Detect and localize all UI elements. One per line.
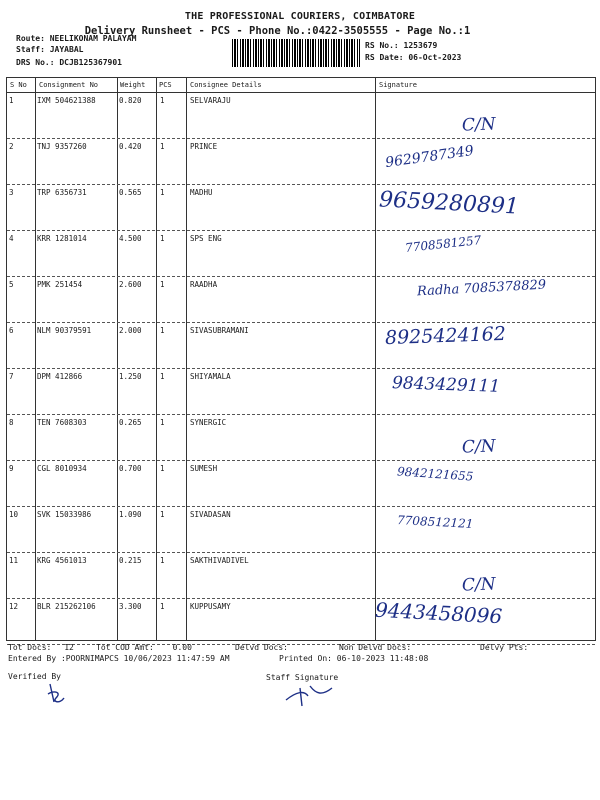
row-pcs: 1 xyxy=(160,556,165,565)
col-sno: S No xyxy=(10,81,27,89)
col-pcs: PCS xyxy=(159,81,172,89)
table-row xyxy=(7,553,595,599)
row-pcs: 1 xyxy=(160,96,165,105)
col-signature: Signature xyxy=(379,81,417,89)
row-pcs: 1 xyxy=(160,280,165,289)
row-weight: 0.700 xyxy=(119,464,142,473)
row-pcs: 1 xyxy=(160,372,165,381)
table-row xyxy=(7,277,595,323)
row-consignee: SYNERGIC xyxy=(190,418,227,427)
rs-no-field xyxy=(365,41,437,50)
row-sno: 4 xyxy=(9,234,14,243)
verified-by-signature xyxy=(42,680,72,708)
row-consignee: SIVADASAN xyxy=(190,510,231,519)
row-weight: 0.820 xyxy=(119,96,142,105)
row-consignment-no: SVK 15033986 xyxy=(37,510,92,519)
row-pcs: 1 xyxy=(160,326,165,335)
row-sno: 3 xyxy=(9,188,14,197)
col-weight: Weight xyxy=(120,81,146,89)
table-row xyxy=(7,323,595,369)
row-consignment-no: TEN 7608303 xyxy=(37,418,87,427)
row-consignment-no: PMK 251454 xyxy=(37,280,83,289)
row-sno: 9 xyxy=(9,464,14,473)
row-sno: 5 xyxy=(9,280,14,289)
row-signature: C/N xyxy=(461,436,496,458)
row-consignment-no: NLM 90379591 xyxy=(37,326,92,335)
table-row xyxy=(7,93,595,139)
table-row xyxy=(7,599,595,645)
row-weight: 4.500 xyxy=(119,234,142,243)
route-label: Route: xyxy=(16,34,45,43)
staff-signature-mark xyxy=(282,680,342,708)
rs-date-label: RS Date: xyxy=(365,53,404,62)
footer-cod xyxy=(96,643,192,652)
footer-non-delvd: Non Delvd Docs: xyxy=(339,643,412,652)
row-weight: 1.250 xyxy=(119,372,142,381)
row-signature: 7708512121 xyxy=(396,513,474,531)
row-weight: 0.265 xyxy=(119,418,142,427)
row-consignee: SHIYAMALA xyxy=(190,372,231,381)
row-signature: Radha 7085378829 xyxy=(416,277,547,300)
row-consignee: PRINCE xyxy=(190,142,218,151)
tot-cod-value: 0.00 xyxy=(172,643,192,652)
rs-date-field xyxy=(365,53,461,62)
runsheet-subtitle: Delivery Runsheet - PCS - Phone No.:0422-3505555 - Page No.:1 xyxy=(84,25,471,37)
row-pcs: 1 xyxy=(160,188,165,197)
row-pcs: 1 xyxy=(160,602,165,611)
row-consignment-no: BLR 215262106 xyxy=(37,602,96,611)
row-signature: 8925424162 xyxy=(384,322,507,350)
drs-field xyxy=(16,58,122,67)
staff-signature-label: Staff Signature xyxy=(266,673,339,682)
footer-totals xyxy=(8,643,74,652)
tot-cod-label: Tot COD Amt: xyxy=(96,643,154,652)
row-consignee: RAADHA xyxy=(190,280,218,289)
row-weight: 2.000 xyxy=(119,326,142,335)
rs-no-value: 1253679 xyxy=(403,41,438,50)
row-consignment-no: TNJ 9357260 xyxy=(37,142,87,151)
footer-delvy-pts: Delvy Pts: xyxy=(480,643,529,652)
row-consignee: SELVARAJU xyxy=(190,96,231,105)
row-sno: 6 xyxy=(9,326,14,335)
runsheet-table xyxy=(6,77,596,641)
row-pcs: 1 xyxy=(160,464,165,473)
row-weight: 0.565 xyxy=(119,188,142,197)
row-signature: 9443458096 xyxy=(374,597,503,629)
row-consignment-no: DPM 412866 xyxy=(37,372,83,381)
row-signature: 9843429111 xyxy=(391,373,501,397)
row-consignment-no: IXM 504621388 xyxy=(37,96,96,105)
verified-by-label: Verified By xyxy=(8,672,61,681)
row-consignment-no: CGL 8010934 xyxy=(37,464,87,473)
row-sno: 12 xyxy=(9,602,19,611)
printed-on: Printed On: 06-10-2023 11:48:08 xyxy=(279,654,429,663)
row-weight: 2.600 xyxy=(119,280,142,289)
row-signature: 9659280891 xyxy=(378,187,520,220)
row-pcs: 1 xyxy=(160,234,165,243)
row-consignee: SAKTHIVADIVEL xyxy=(190,556,249,565)
row-weight: 0.215 xyxy=(119,556,142,565)
row-consignment-no: KRR 1281014 xyxy=(37,234,87,243)
tot-docs-value: 12 xyxy=(64,643,74,652)
tot-docs-label: Tot Docs: xyxy=(8,643,52,652)
col-consignment: Consignment No xyxy=(39,81,99,89)
rs-no-label: RS No.: xyxy=(365,41,399,50)
staff-label: Staff: xyxy=(16,45,45,54)
row-consignee: MADHU xyxy=(190,188,213,197)
table-row xyxy=(7,415,595,461)
row-signature: 9629787349 xyxy=(384,142,475,172)
barcode xyxy=(232,39,360,67)
row-consignment-no: KRG 4561013 xyxy=(37,556,87,565)
table-row xyxy=(7,369,595,415)
row-signature: 7708581257 xyxy=(404,233,482,255)
route-value: NEELIKONAM PALAYAM xyxy=(49,34,137,43)
row-consignment-no: TRP 6356731 xyxy=(37,188,87,197)
table-row xyxy=(7,185,595,231)
row-consignee: KUPPUSAMY xyxy=(190,602,231,611)
row-sno: 10 xyxy=(9,510,19,519)
row-weight: 3.300 xyxy=(119,602,142,611)
row-weight: 0.420 xyxy=(119,142,142,151)
rs-date-value: 06-Oct-2023 xyxy=(408,53,462,62)
row-signature: C/N xyxy=(461,114,496,136)
table-row xyxy=(7,231,595,277)
row-signature: C/N xyxy=(461,574,496,596)
row-consignee: SPS ENG xyxy=(190,234,222,243)
table-row xyxy=(7,139,595,185)
row-pcs: 1 xyxy=(160,510,165,519)
staff-value: JAYABAL xyxy=(49,45,84,54)
row-sno: 7 xyxy=(9,372,14,381)
drs-label: DRS No.: xyxy=(16,58,55,67)
row-sno: 1 xyxy=(9,96,14,105)
staff-field xyxy=(16,45,83,54)
table-row xyxy=(7,507,595,553)
route-field xyxy=(16,34,136,43)
row-sno: 11 xyxy=(9,556,19,565)
entered-by: Entered By :POORNIMAPCS 10/06/2023 11:47:59 AM xyxy=(8,654,230,663)
col-consignee: Consignee Details xyxy=(190,81,262,89)
row-weight: 1.090 xyxy=(119,510,142,519)
row-consignee: SIVASUBRAMANI xyxy=(190,326,249,335)
company-title: THE PROFESSIONAL COURIERS, COIMBATORE xyxy=(184,11,416,22)
drs-value: DCJB125367901 xyxy=(59,58,122,67)
table-row xyxy=(7,461,595,507)
row-pcs: 1 xyxy=(160,142,165,151)
row-signature: 9842121655 xyxy=(396,464,474,484)
row-pcs: 1 xyxy=(160,418,165,427)
row-sno: 2 xyxy=(9,142,14,151)
footer-delvd: Delvd Docs: xyxy=(235,643,288,652)
row-consignee: SUMESH xyxy=(190,464,218,473)
row-sno: 8 xyxy=(9,418,14,427)
